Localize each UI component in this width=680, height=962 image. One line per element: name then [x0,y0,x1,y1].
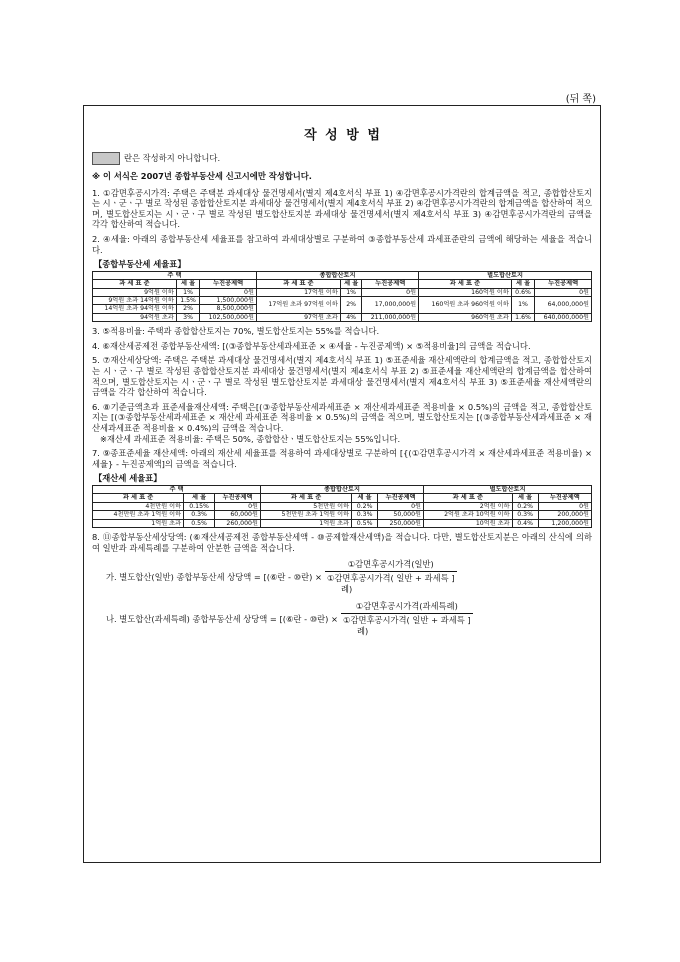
table-cell: 17억원 이하 [256,288,340,296]
table-cell: 0원 [200,288,257,296]
table-row [93,288,592,296]
table-cell: 0.2% [512,502,538,510]
table-cell: 0원 [535,288,592,296]
table-row [93,296,592,304]
table-cell: 1억원 초과 [260,519,351,527]
instruction-5: 5. ⑦재산세상당액: 주택은 주택분 과세대상 물건명세서(별지 제4호서식 부표 1) ⑤표준세율 재산세액란의 합계금액을 적고, 종합합산토지는 시ㆍ군ㆍ구 별로 작성된 종합합산토지분 과세대상 물건명세서(별지 제4호서식 부표 2) ⑤표준세율 재산세액란의 합계금액을 합산하여 적으며, 별도합산토지는 시ㆍ군ㆍ구 별로 작성된 별도합산토지분 과세대상 물건명세서(별지 제4호서식 부표 3) ⑤표준세율 재산세액란의 금액을 각각 합산하여 적습니다. [92,355,592,398]
table-cell: 4천만원 초과 1억원 이하 [93,511,184,519]
table-row [93,313,592,321]
table-cell: 1,500,000원 [200,296,257,304]
table-cell: 1% [511,296,534,313]
table-row [93,502,592,510]
instruction-6-text: 6. ⑧기준금액초과 표준세율재산세액: 주택은[(③종합부동산세과세표준 × 재산세과세표준 적용비율 × 0.5%)의 금액을 적고, 종합합산토지는 [(③종합부동산세과세표준 × 재산세 과세표준 적용비율 × 0.5%)의 금액을 적으며, 별도합산토지는 [(③종합부동산세과세표준 × 재산세과세표준 적용비율 × 0.4%)의 금액을 적습니다. [92,401,592,433]
instruction-8: 8. ⑪종합부동산세상당액: (⑥재산세공제전 종합부동산세액 - ⑩공제할재산세액)을 적습니다. 다만, 별도합산토지분은 아래의 산식에 의하여 일반과 과세특례를 구분하여 안분한 금액을 적습니다. [92,531,592,553]
table-cell: 94억원 초과 [93,313,177,321]
fraction-numerator: ①감면후공시가격(일반) [325,559,457,572]
table-cell: 640,000,000원 [535,313,592,321]
table-cell: 0.3% [512,511,538,519]
table-cell: 8,500,000원 [200,305,257,313]
table-cell: 1.5% [176,296,199,304]
table-cell: 0.5% [352,519,378,527]
table-cell: 5천만원 초과 1억원 이하 [260,511,351,519]
table-row [93,511,592,519]
group-header: 별도합산토지 [424,485,592,493]
table-cell: 2% [176,305,199,313]
instruction-1: 1. ①감면후공시가격: 주택은 주택분 과세대상 물건명세서(별지 제4호서식 부표 1) ④감면후공시가격란의 합계금액을 적고, 종합합산토지는 시ㆍ군ㆍ구 별로 작성된 종합합산토지분 과세대상 물건명세서(별지 제4호서식 부표 2) ④감면후공시가격란의 합계금액을 합산하여 적으며, 별도합산토지는 시ㆍ군ㆍ구 별로 작성된 별도합산토지분 과세대상 물건명세서(별지 제4호서식 부표 3) ④감면후공시가격란의 금액을 각각 합산하여 적습니다. [92,187,592,230]
table-cell: 0.6% [511,288,534,296]
table-cell: 0원 [378,502,424,510]
table-cell: 2억원 초과 10억원 이하 [424,511,513,519]
table-cell: 1.6% [511,313,534,321]
page-side-label: (뒤 쪽) [565,94,596,105]
table-row [93,519,592,527]
group-header: 주 택 [93,271,257,279]
table-cell: 1,200,000원 [538,519,591,527]
col-header: 누진공제액 [538,494,591,502]
fraction-denominator: ①감면후공시가격( 일반 + 과세특 ] [343,614,471,625]
instruction-6-note: ※재산세 과세표준 적용비율: 주택은 50%, 종합합산ㆍ별도합산토지는 55%입니다. [100,433,401,444]
table-cell: 102,500,000원 [200,313,257,321]
formula-general-fraction [325,559,457,595]
table-cell: 0원 [538,502,591,510]
col-header: 세 율 [352,494,378,502]
table-cell: 0원 [362,288,419,296]
col-header: 세 율 [340,280,362,288]
group-header: 종합합산토지 [256,271,418,279]
table-cell: 0.15% [184,502,215,510]
instruction-3: 3. ⑤적용비율: 주택과 종합합산토지는 70%, 별도합산토지는 55%를 적습니다. [92,326,380,337]
page-title: 작 성 방 법 [304,128,380,143]
instructions-content [92,152,592,637]
col-header: 세 율 [184,494,215,502]
table-cell: 0.4% [512,519,538,527]
table-cell: 14억원 초과 94억원 이하 [93,305,177,313]
table-cell: 5천만원 이하 [260,502,351,510]
instruction-4: 4. ⑥재산세공제전 종합부동산세액: [(③종합부동산세과세표준 × ④세율 - 누진공제액) × ⑤적용비율]의 금액을 적습니다. [92,340,531,351]
col-header: 세 율 [176,280,199,288]
formula-general-label: 가. 별도합산(일반) 종합부동산세 상당액 = [(⑥란 - ⑩란) × [106,571,322,582]
instructions-frame [83,105,601,863]
table-cell: 17억원 초과 97억원 이하 [256,296,340,313]
table-cell: 160억원 이하 [419,288,512,296]
col-header: 세 율 [512,494,538,502]
table-cell: 50,000원 [378,511,424,519]
table-cell: 0.3% [184,511,215,519]
table-cell: 0.5% [184,519,215,527]
fraction-denominator-cont: 례) [340,584,353,595]
table-cell: 2억원 이하 [424,502,513,510]
table-cell: 64,000,000원 [535,296,592,313]
instruction-7: 7. ⑨종표준세율 재산세액: 아래의 재산세 세율표를 적용하여 과세대상별로 구분하여 [{(①감면후공시가격 × 재산세과세표준 적용비율) × 세율} - 누진공제액]의 금액을 적습니다. [92,448,592,469]
table-cell: 260,000원 [215,519,261,527]
grey-field-note [92,152,592,165]
group-header: 종합합산토지 [260,485,423,493]
property-tax-rate-table [92,271,592,322]
col-header: 과 세 표 준 [419,280,512,288]
table-cell: 4천만원 이하 [93,502,184,510]
group-header: 별도합산토지 [419,271,592,279]
table-cell: 9억원 초과 14억원 이하 [93,296,177,304]
instruction-2: 2. ④세율: 아래의 종합부동산세 세율표를 참고하여 과세대상별로 구분하여 ③종합부동산세 과세표준란의 금액에 해당하는 세율을 적습니다. [92,233,592,255]
table1-caption: 【종합부동산세 세율표】 [94,259,186,270]
table-cell: 0.3% [352,511,378,519]
formula-special [106,601,592,637]
table-cell: 17,000,000원 [362,296,419,313]
table-cell: 60,000원 [215,511,261,519]
table-cell: 4% [340,313,362,321]
table-cell: 10억원 초과 [424,519,513,527]
table-cell: 1억원 초과 [93,519,184,527]
group-header: 주 택 [93,485,261,493]
table-cell: 160억원 초과 960억원 이하 [419,296,512,313]
col-header: 과 세 표 준 [93,494,184,502]
fraction-denominator-cont: 례) [357,626,369,637]
table-cell: 1% [340,288,362,296]
table-cell: 960억원 초과 [419,313,512,321]
col-header: 누진공제액 [215,494,261,502]
local-property-tax-rate-table [92,485,592,528]
table2-caption: 【재산세 세율표】 [94,473,162,484]
col-header: 누진공제액 [535,280,592,288]
formula-special-label: 나. 별도합산(과세특례) 종합부동산세 상당액 = [(⑥란 - ⑩란) × [106,613,338,624]
fraction-denominator: ①감면후공시가격( 일반 + 과세특 ] [326,572,455,583]
table-cell: 3% [176,313,199,321]
table-cell: 211,000,000원 [362,313,419,321]
fraction-numerator: ①감면후공시가격(과세특례) [341,601,473,614]
table-cell: 97억원 초과 [256,313,340,321]
col-header: 누진공제액 [362,280,419,288]
formula-general [106,559,592,595]
col-header: 과 세 표 준 [424,494,513,502]
table-cell: 9억원 이하 [93,288,177,296]
grey-note-text: 란은 작성하지 아니합니다. [124,153,221,164]
table-cell: 0원 [215,502,261,510]
col-header: 세 율 [511,280,534,288]
col-header: 과 세 표 준 [93,280,177,288]
table-cell: 2% [340,296,362,313]
col-header: 누진공제액 [378,494,424,502]
table-cell: 1% [176,288,199,296]
instruction-6 [92,402,592,444]
formula-special-fraction [341,601,473,637]
table-cell: 200,000원 [538,511,591,519]
col-header: 과 세 표 준 [260,494,351,502]
table-cell: 0.2% [352,502,378,510]
notice-text: ※ 이 서식은 2007년 종합부동산세 신고시에만 작성합니다. [92,171,312,181]
grey-sample-box [92,152,120,165]
col-header: 누진공제액 [200,280,257,288]
table-cell: 250,000원 [378,519,424,527]
col-header: 과 세 표 준 [256,280,340,288]
